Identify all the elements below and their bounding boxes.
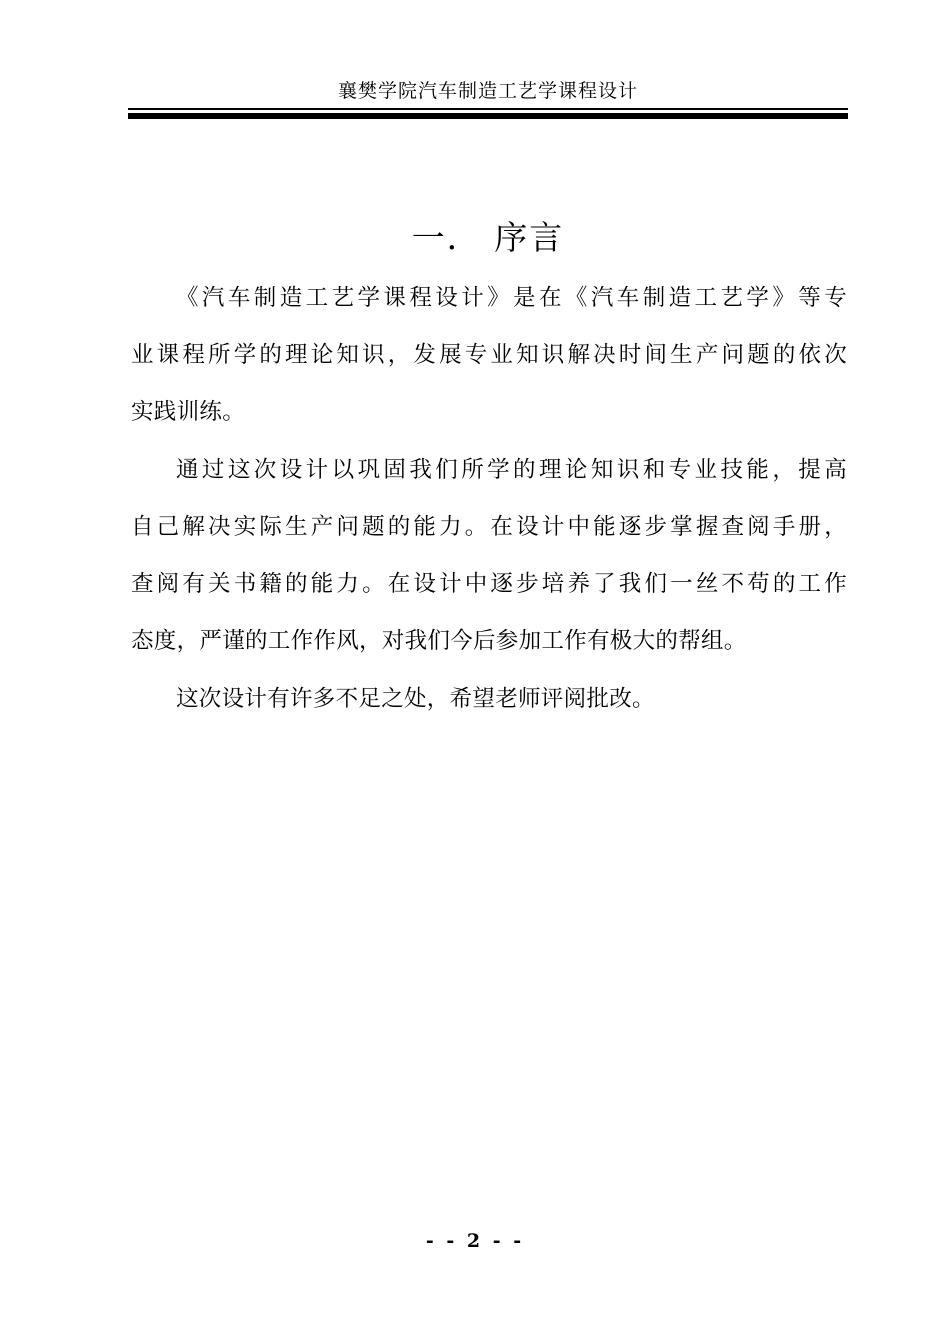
header-rule-thin (128, 108, 848, 110)
running-header-title: 襄樊学院汽车制造工艺学课程设计 (337, 80, 638, 102)
paragraph-line: 业课程所学的理论知识，发展专业知识解决时间生产问题的依次 (131, 342, 847, 368)
section-heading: 一． 序言 (411, 218, 565, 257)
body-paragraph-2 (131, 442, 847, 670)
paragraph-line: 通过这次设计以巩固我们所学的理论知识和专业技能，提高 (176, 457, 847, 483)
paragraph-line: 自己解决实际生产问题的能力。在设计中能逐步掌握查阅手册， (131, 514, 847, 540)
paragraph-line: 查阅有关书籍的能力。在设计中逐步培养了我们一丝不苟的工作 (131, 571, 847, 597)
page-number: - - 2 - - (425, 1230, 525, 1252)
body-paragraph-3 (131, 671, 847, 728)
body-paragraph-1 (131, 270, 847, 441)
paragraph-line: 《汽车制造工艺学课程设计》是在《汽车制造工艺学》等专 (176, 285, 847, 311)
paragraph-line: 实践训练。 (131, 399, 246, 425)
paragraph-line: 态度，严谨的工作作风，对我们今后参加工作有极大的帮组。 (131, 628, 747, 654)
paragraph-line: 这次设计有许多不足之处，希望老师评阅批改。 (176, 686, 655, 712)
header-rule-thick (128, 113, 848, 119)
